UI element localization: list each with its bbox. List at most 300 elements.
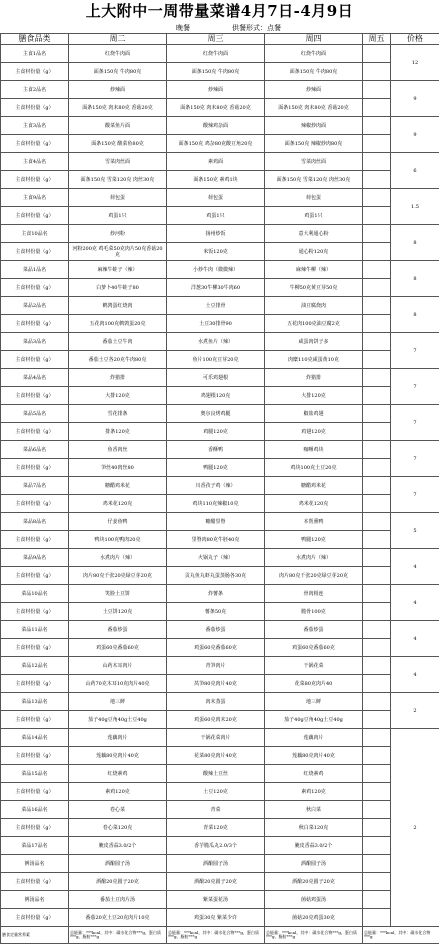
cell-thursday: 菌菇鸡蛋汤 — [265, 891, 363, 909]
cell-wednesday: 花菜80克肉片40克 — [167, 747, 265, 765]
cell-thursday: 鸡米花120克 — [265, 495, 363, 513]
cell-tuesday: 番茄土豆肉片汤 — [69, 891, 167, 909]
cell-thursday: 鸡蛋60克番茄60克 — [265, 639, 363, 657]
cell-tuesday: 五花肉100克鹌鹑蛋20克 — [69, 315, 167, 333]
row-label: 菜品12品名 — [1, 657, 69, 675]
row-label: 菜品8品名 — [1, 513, 69, 531]
cell-thursday: 素鸡120克 — [265, 783, 363, 801]
cell-friday — [363, 711, 391, 729]
table-row — [1, 729, 439, 747]
price-cell: 1.5 — [391, 189, 439, 225]
row-label: 菜品7品名 — [1, 477, 69, 495]
cell-tuesday: 鸡蛋60克番茄60克 — [69, 639, 167, 657]
cell-friday — [363, 819, 391, 837]
cell-tuesday: 白萝卜40牛蛙子80 — [69, 279, 167, 297]
table-row — [1, 675, 439, 693]
row-label: 例汤品名 — [1, 891, 69, 909]
row-label: 主食材份量（g） — [1, 909, 69, 927]
header-price: 价格 — [391, 34, 439, 45]
table-row — [1, 891, 439, 909]
cell-wednesday: 里脊肉80克牛胚40克 — [167, 531, 265, 549]
row-label: 菜品1品名 — [1, 261, 69, 279]
table-row — [1, 423, 439, 441]
cell-thursday: 面条150克 牛肉80克 — [265, 63, 363, 81]
cell-tuesday: 酸菜鱼片面 — [69, 117, 167, 135]
cell-friday — [363, 81, 391, 99]
cell-thursday: 莲藕肉片 — [265, 729, 363, 747]
cell-thursday: 水煮肉片（辣） — [265, 549, 363, 567]
header-wednesday: 周三 — [167, 34, 265, 45]
cell-wednesday: 薯条50克 — [167, 603, 265, 621]
cell-thursday: 炒辣面 — [265, 81, 363, 99]
cell-wednesday: 青菜 — [167, 801, 265, 819]
table-row — [1, 747, 439, 765]
cell-wednesday: 香芋脆瓜丸2.0/3个 — [167, 837, 265, 855]
cell-tuesday: 笋丝40肉丝80 — [69, 459, 167, 477]
price-cell: 4 — [391, 585, 439, 621]
row-label: 菜品16品名 — [1, 801, 69, 819]
row-label: 主食材份量（g） — [1, 279, 69, 297]
table-row — [1, 351, 439, 369]
cell-tuesday: 腌皮香蒜3.0/2个 — [69, 837, 167, 855]
row-label: 主食材份量（g） — [1, 459, 69, 477]
cell-tuesday: 地三鲜 — [69, 693, 167, 711]
row-label: 主食材份量（g） — [1, 675, 69, 693]
cell-friday — [363, 135, 391, 153]
cell-thursday: 通心粉120克 — [265, 243, 363, 261]
cell-friday — [363, 639, 391, 657]
cell-tuesday: 茄子40g豆角40g土豆40g — [69, 711, 167, 729]
cell-friday — [363, 891, 391, 909]
cell-wednesday: 鱼片100克豆芽20克 — [167, 351, 265, 369]
row-label: 主食材份量（g） — [1, 531, 69, 549]
cell-friday — [363, 351, 391, 369]
cell-wednesday: 鸡蛋60克番茄60克 — [167, 639, 265, 657]
cell-wednesday: 水煮鱼片（辣） — [167, 333, 265, 351]
cell-tuesday: 土豆饼120克 — [69, 603, 167, 621]
header-friday: 周五 — [363, 34, 391, 45]
row-label: 主食材份量（g） — [1, 63, 69, 81]
cell-thursday: 牛柳50克黄豆芽50克 — [265, 279, 363, 297]
cell-wednesday: 土豆30排骨90 — [167, 315, 265, 333]
cell-wednesday: 面条150克 牛肉80克 — [167, 63, 265, 81]
table-row — [1, 513, 439, 531]
cell-friday — [363, 117, 391, 135]
cell-wednesday: 青菜120克 — [167, 819, 265, 837]
cell-wednesday: 可乐鸡翅根 — [167, 369, 265, 387]
cell-wednesday: 番茄炒蛋 — [167, 621, 265, 639]
row-label: 主食10品名 — [1, 225, 69, 243]
cell-friday — [363, 549, 391, 567]
price-cell: 4 — [391, 549, 439, 585]
row-label: 菜品17品名 — [1, 837, 69, 855]
table-row — [1, 297, 439, 315]
cell-tuesday: 大排120克 — [69, 387, 167, 405]
cell-thursday: 番茄炒蛋 — [265, 621, 363, 639]
row-label: 主食材份量（g） — [1, 711, 69, 729]
cell-thursday: 糖醋鸡米花 — [265, 477, 363, 495]
cell-wednesday: 面条150克 肉末80克 香菇20克 — [167, 99, 265, 117]
cell-friday — [363, 243, 391, 261]
table-row — [1, 315, 439, 333]
menu-body — [1, 45, 439, 927]
cell-wednesday: 扬州炒饭 — [167, 225, 265, 243]
cell-wednesday: 糖醋里脊 — [167, 513, 265, 531]
table-row — [1, 819, 439, 837]
table-row — [1, 387, 439, 405]
cell-friday — [363, 405, 391, 423]
header-thursday: 周四 — [265, 34, 363, 45]
row-label: 主食材份量（g） — [1, 639, 69, 657]
table-row — [1, 603, 439, 621]
cell-friday — [363, 531, 391, 549]
cell-tuesday: 水煮肉片（辣） — [69, 549, 167, 567]
cell-tuesday: 面条150克 肉末80克 香菇20克 — [69, 99, 167, 117]
cell-wednesday: 酸辣土豆丝 — [167, 765, 265, 783]
cell-tuesday: 红烧牛肉面 — [69, 45, 167, 63]
cell-tuesday: 酒酿20克圆子20克 — [69, 873, 167, 891]
cell-thursday: 面条150克 辣椒炒肉80克 — [265, 135, 363, 153]
cell-thursday: 椒盐鸡翅 — [265, 405, 363, 423]
table-row — [1, 63, 439, 81]
row-label: 主食材份量（g） — [1, 873, 69, 891]
cell-friday — [363, 837, 391, 855]
cell-wednesday: 干锅花菜肉片 — [167, 729, 265, 747]
cell-thursday: 肉片80克千张20克绿豆芽20克 — [265, 567, 363, 585]
cell-friday — [363, 63, 391, 81]
cell-thursday: 鸡蛋1只 — [265, 207, 363, 225]
cell-wednesday: 香酥鸭 — [167, 441, 265, 459]
cell-tuesday: 莲藕肉片 — [69, 729, 167, 747]
cell-friday — [363, 801, 391, 819]
table-row — [1, 495, 439, 513]
row-label: 菜品13品名 — [1, 693, 69, 711]
price-cell: 4 — [391, 657, 439, 693]
table-row — [1, 585, 439, 603]
cell-tuesday: 酒酿圆子汤 — [69, 855, 167, 873]
table-row — [1, 279, 439, 297]
cell-friday — [363, 297, 391, 315]
cell-friday — [363, 387, 391, 405]
cell-wednesday: 莴笋80克肉片40克 — [167, 675, 265, 693]
cell-thursday: 菌菇20克鸡蛋30克 — [265, 909, 363, 927]
cell-thursday: 脆骨100克 — [265, 603, 363, 621]
cell-wednesday: 贡丸鱼丸虾丸蛋蒸肠各30克 — [167, 567, 265, 585]
header-category: 膳食品类 — [1, 34, 69, 45]
row-label: 主食2品名 — [1, 81, 69, 99]
table-row — [1, 135, 439, 153]
nutrition-label: 膳食定量营养素 — [1, 927, 69, 944]
cell-thursday: 荷包蛋 — [265, 189, 363, 207]
row-label: 菜品15品名 — [1, 765, 69, 783]
cell-thursday: 本帮熏鸭 — [265, 513, 363, 531]
cell-thursday: 辣椒炒肉面 — [265, 117, 363, 135]
cell-thursday: 油豆腐烧肉 — [265, 297, 363, 315]
cell-wednesday: 洋葱30牛柳30牛肉60 — [167, 279, 265, 297]
cell-thursday: 肉糜110克咸蛋黄10克 — [265, 351, 363, 369]
cell-tuesday: 荷包蛋 — [69, 189, 167, 207]
cell-thursday: 干锅花菜 — [265, 657, 363, 675]
table-row — [1, 459, 439, 477]
table-row — [1, 243, 439, 261]
table-row — [1, 117, 439, 135]
header-row — [1, 34, 439, 45]
cell-wednesday: 鸡蛋60克肉末20克 — [167, 711, 265, 729]
cell-thursday: 五花肉100克油豆腐2克 — [265, 315, 363, 333]
table-row — [1, 477, 439, 495]
row-label: 主食材份量（g） — [1, 819, 69, 837]
cell-wednesday: 川香孜子鸡（辣） — [167, 477, 265, 495]
price-cell: 4 — [391, 621, 439, 657]
row-label: 主食材份量（g） — [1, 603, 69, 621]
cell-tuesday: 雪菜肉丝面 — [69, 153, 167, 171]
table-row — [1, 801, 439, 819]
cell-friday — [363, 225, 391, 243]
cell-friday — [363, 585, 391, 603]
cell-wednesday: 紫菜蛋花汤 — [167, 891, 265, 909]
row-label: 主食4品名 — [1, 153, 69, 171]
cell-friday — [363, 423, 391, 441]
cell-tuesday: 卷心菜 — [69, 801, 167, 819]
row-label: 主食材份量（g） — [1, 747, 69, 765]
cell-thursday: 面条150克 肉末80克 香菇20克 — [265, 99, 363, 117]
cell-tuesday: 糖醋鸡米花 — [69, 477, 167, 495]
nutrition-wednesday: 总能量：***kcal，其中：碳水化合物***g，蛋白质***g，脂肪***g — [167, 927, 265, 944]
cell-thursday: 花菜80克肉片40 — [265, 675, 363, 693]
cell-friday — [363, 153, 391, 171]
cell-tuesday: 面条150克 酸菜鱼80克 — [69, 135, 167, 153]
subtitle-bar — [0, 23, 439, 33]
cell-friday — [363, 513, 391, 531]
price-cell: 8 — [391, 261, 439, 297]
table-row — [1, 333, 439, 351]
cell-thursday: 咸蛋肉饼子多 — [265, 333, 363, 351]
cell-thursday: 秋白菜 — [265, 801, 363, 819]
cell-tuesday: 笑脸土豆饼 — [69, 585, 167, 603]
cell-tuesday: 鱼香肉丝 — [69, 441, 167, 459]
cell-wednesday: 肉末蒸蛋 — [167, 693, 265, 711]
cell-thursday: 红烧牛肉面 — [265, 45, 363, 63]
cell-friday — [363, 783, 391, 801]
serve-form-label: 供餐形式：点餐 — [232, 23, 281, 33]
cell-tuesday: 卷心菜120克 — [69, 819, 167, 837]
cell-tuesday: 炒河粉 — [69, 225, 167, 243]
cell-thursday: 麻辣牛柳（辣） — [265, 261, 363, 279]
table-row — [1, 261, 439, 279]
table-row — [1, 189, 439, 207]
row-label: 主食材份量（g） — [1, 135, 69, 153]
cell-wednesday: 炸薯条 — [167, 585, 265, 603]
cell-wednesday: 鸡腿120克 — [167, 423, 265, 441]
price-cell: 2 — [391, 729, 439, 927]
cell-wednesday: 鸡块110克辣椒10克 — [167, 495, 265, 513]
cell-friday — [363, 747, 391, 765]
cell-tuesday: 山药70克木耳10克肉片40克 — [69, 675, 167, 693]
row-label: 主食9品名 — [1, 189, 69, 207]
cell-tuesday: 河粉200克 鸡毛菜50克肉片50克香菇20克 — [69, 243, 167, 261]
cell-thursday: 莲藕80克肉片40克 — [265, 747, 363, 765]
cell-thursday: 酒酿圆子汤 — [265, 855, 363, 873]
table-row — [1, 45, 439, 63]
cell-friday — [363, 261, 391, 279]
table-row — [1, 657, 439, 675]
menu-table — [0, 33, 439, 944]
cell-wednesday: 土豆排骨 — [167, 297, 265, 315]
nutrition-thursday: 总能量：***kcal，其中：碳水化合物***g，蛋白质***g，脂肪***g — [265, 927, 363, 944]
cell-friday — [363, 909, 391, 927]
row-label: 主食材份量（g） — [1, 315, 69, 333]
cell-friday — [363, 567, 391, 585]
cell-friday — [363, 693, 391, 711]
cell-wednesday: 火锅丸子（辣） — [167, 549, 265, 567]
table-row — [1, 225, 439, 243]
price-cell: 7 — [391, 333, 439, 369]
row-label: 主食材份量（g） — [1, 783, 69, 801]
row-label: 主食材份量（g） — [1, 567, 69, 585]
cell-thursday: 鸡翅120克 — [265, 423, 363, 441]
cell-thursday: 腌皮香蒜3.0/2个 — [265, 837, 363, 855]
row-label: 主食材份量（g） — [1, 495, 69, 513]
cell-friday — [363, 441, 391, 459]
row-label: 主食材份量（g） — [1, 171, 69, 189]
table-row — [1, 711, 439, 729]
price-cell: 7 — [391, 369, 439, 405]
cell-tuesday: 番茄20克土豆20克肉片10克 — [69, 909, 167, 927]
cell-wednesday: 面条150克 素鸡1块 — [167, 171, 265, 189]
price-cell: 9 — [391, 81, 439, 117]
table-row — [1, 405, 439, 423]
table-row — [1, 531, 439, 549]
cell-tuesday: 鸭块100克鸭肉20克 — [69, 531, 167, 549]
cell-tuesday: 番茄土豆各20克牛肉80克 — [69, 351, 167, 369]
cell-thursday: 秋白菜120克 — [265, 819, 363, 837]
cell-friday — [363, 855, 391, 873]
cell-thursday: 地三鲜 — [265, 693, 363, 711]
cell-wednesday: 青笋肉片 — [167, 657, 265, 675]
cell-friday — [363, 729, 391, 747]
cell-friday — [363, 207, 391, 225]
cell-tuesday: 仔姜鱼鸭 — [69, 513, 167, 531]
row-label: 主食材份量（g） — [1, 351, 69, 369]
cell-wednesday: 小炒牛肉（微微辣） — [167, 261, 265, 279]
meal-label: 晚餐 — [176, 23, 190, 33]
cell-wednesday: 奥尔良烤鸡腿 — [167, 405, 265, 423]
cell-friday — [363, 369, 391, 387]
cell-thursday: 骨肉相连 — [265, 585, 363, 603]
nutrition-tuesday: 总能量：***kcal，其中：碳水化合物***g，蛋白质***g，脂肪***g — [69, 927, 167, 944]
cell-thursday: 咖喱鸡块 — [265, 441, 363, 459]
table-row — [1, 855, 439, 873]
cell-thursday: 面条150克 雪菜120克 肉丝30克 — [265, 171, 363, 189]
row-label: 菜品4品名 — [1, 369, 69, 387]
price-cell: 6 — [391, 153, 439, 189]
cell-thursday: 大排120克 — [265, 387, 363, 405]
cell-thursday: 鸡块100克土豆20克 — [265, 459, 363, 477]
cell-tuesday: 素鸡120克 — [69, 783, 167, 801]
price-cell: 9 — [391, 117, 439, 153]
cell-tuesday: 鹌鹑蛋红烧肉 — [69, 297, 167, 315]
row-label: 主食材份量（g） — [1, 387, 69, 405]
cell-friday — [363, 189, 391, 207]
price-cell: 7 — [391, 477, 439, 513]
cell-friday — [363, 315, 391, 333]
cell-tuesday: 面条150克 牛肉80克 — [69, 63, 167, 81]
cell-friday — [363, 171, 391, 189]
row-label: 菜品9品名 — [1, 549, 69, 567]
nutrition-friday: 总能量：***kcal，其中：碳水化合物***g — [363, 927, 439, 944]
cell-thursday: 雪菜肉丝面 — [265, 153, 363, 171]
cell-wednesday: 炒辣面 — [167, 81, 265, 99]
table-row — [1, 567, 439, 585]
cell-tuesday: 麻辣牛蛙子（辣） — [69, 261, 167, 279]
cell-friday — [363, 45, 391, 63]
row-label: 主食3品名 — [1, 117, 69, 135]
cell-tuesday: 排条120克 — [69, 423, 167, 441]
table-row — [1, 81, 439, 99]
cell-friday — [363, 279, 391, 297]
table-row — [1, 693, 439, 711]
cell-thursday: 酒酿20克圆子20克 — [265, 873, 363, 891]
cell-thursday: 意大利通心粉 — [265, 225, 363, 243]
cell-tuesday: 炸猪排 — [69, 369, 167, 387]
table-row — [1, 171, 439, 189]
price-cell: 7 — [391, 405, 439, 441]
row-label: 菜品14品名 — [1, 729, 69, 747]
row-label: 主食材份量（g） — [1, 207, 69, 225]
cell-tuesday: 山药木耳肉片 — [69, 657, 167, 675]
table-row — [1, 99, 439, 117]
cell-tuesday: 莲藕80克肉片40克 — [69, 747, 167, 765]
cell-tuesday: 炒辣面 — [69, 81, 167, 99]
cell-thursday: 茄子40g豆角40g土豆40g — [265, 711, 363, 729]
cell-tuesday: 肉片80克千张20克绿豆芽20克 — [69, 567, 167, 585]
cell-wednesday: 鸡翅根120克 — [167, 387, 265, 405]
price-cell: 8 — [391, 297, 439, 333]
cell-friday — [363, 477, 391, 495]
row-label: 菜品2品名 — [1, 297, 69, 315]
table-row — [1, 621, 439, 639]
cell-wednesday: 荷包蛋 — [167, 189, 265, 207]
cell-thursday: 炸猪排 — [265, 369, 363, 387]
cell-friday — [363, 459, 391, 477]
cell-friday — [363, 333, 391, 351]
row-label: 主食1品名 — [1, 45, 69, 63]
table-row — [1, 441, 439, 459]
cell-wednesday: 素鸡面 — [167, 153, 265, 171]
cell-friday — [363, 603, 391, 621]
row-label: 主食材份量（g） — [1, 423, 69, 441]
cell-wednesday: 酒酿圆子汤 — [167, 855, 265, 873]
cell-friday — [363, 675, 391, 693]
cell-tuesday: 雪花排条 — [69, 405, 167, 423]
table-row — [1, 153, 439, 171]
cell-tuesday: 面条150克 雪菜120克 肉丝30克 — [69, 171, 167, 189]
cell-thursday: 鸭腿120克 — [265, 531, 363, 549]
header-tuesday: 周二 — [69, 34, 167, 45]
menu-title: 上大附中一周带量菜谱4月7日-4月9日 — [0, 0, 439, 23]
cell-friday — [363, 495, 391, 513]
cell-friday — [363, 657, 391, 675]
table-row — [1, 873, 439, 891]
cell-tuesday: 番茄土豆牛肉 — [69, 333, 167, 351]
row-label: 菜品6品名 — [1, 441, 69, 459]
price-cell: 12 — [391, 45, 439, 81]
row-label: 主食材份量（g） — [1, 243, 69, 261]
table-row — [1, 909, 439, 927]
table-row — [1, 369, 439, 387]
cell-wednesday: 鸡蛋1只 — [167, 207, 265, 225]
price-cell: 2 — [391, 693, 439, 729]
